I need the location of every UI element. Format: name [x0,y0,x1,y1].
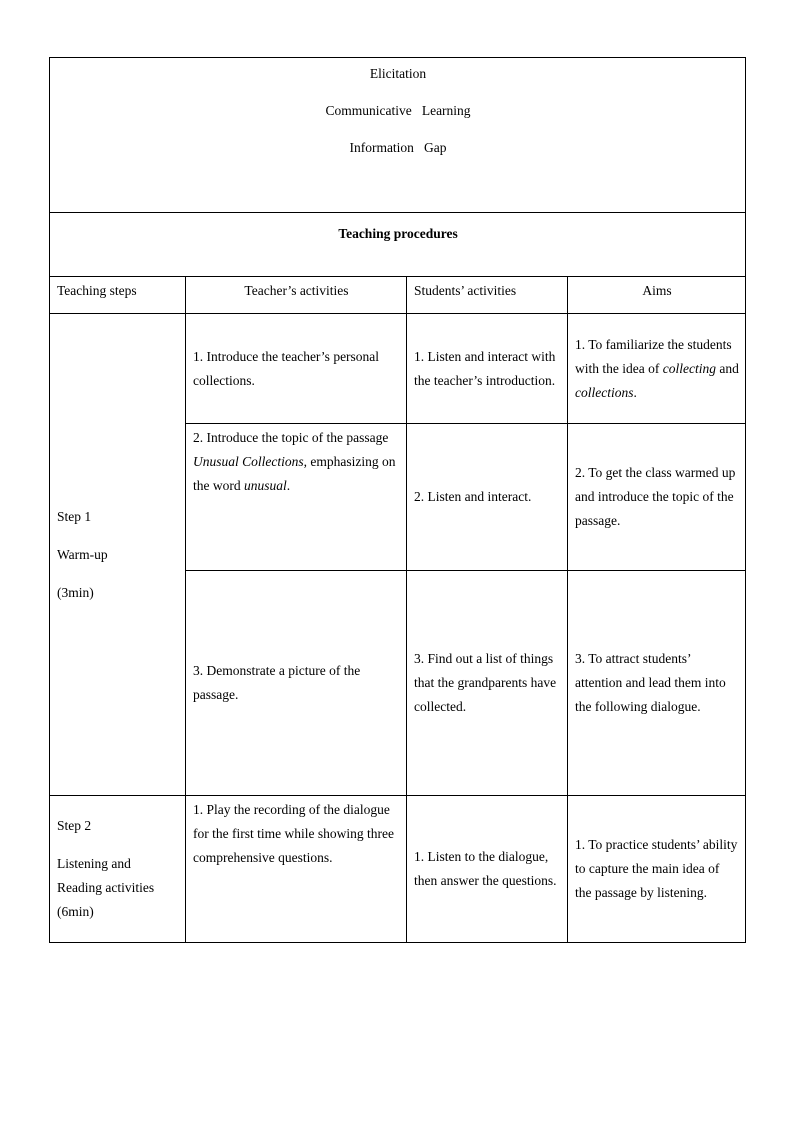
aim-1-end: . [633,384,637,400]
teacher-2-em-unusual: unusual [244,478,287,493]
step-2-cell [50,796,186,943]
aim-1-em-collecting: collecting [662,360,716,376]
teacher-2-text: 2. Introduce the topic of the passage [193,430,389,445]
step-1-name: Step 1 [57,508,92,524]
aim-1-text: 1. To familiarize the students with the idea of [575,336,732,376]
teacher-2-em-unusual-collections: Unusual Collections [193,454,304,469]
step-1-student-activity-1: 1. Listen and interact with the teacher’s introduction. [407,314,568,424]
step-1-student-activity-2: 2. Listen and interact. [407,424,568,571]
lesson-plan-table [49,57,746,943]
step-1-aim-2: 2. To get the class warmed up and introduce the topic of the passage. [568,424,746,571]
teacher-2-mid: , emphasizing on the word [193,454,396,493]
step-1-teacher-activity-2 [186,424,407,571]
step-1-aim-3: 3. To attract students’ attention and lead them into the following dialogue. [568,571,746,796]
step-1-title: Warm-up [57,546,108,562]
step-1-aim-1 [568,314,746,424]
step-1-teacher-activity-1: 1. Introduce the teacher’s personal collections. [186,314,407,424]
aim-1-and: and [715,360,739,376]
step-2-time: (6min) [57,904,94,919]
method-communicative-learning: Communicative Learning [325,103,471,118]
header-teaching-steps: Teaching steps [50,277,186,314]
step-2-student-activity: 1. Listen to the dialogue, then answer the questions. [407,796,568,943]
header-aims: Aims [568,277,746,314]
procedures-title: Teaching procedures [50,213,746,277]
method-information-gap: Information Gap [349,140,447,155]
step-2-aim: 1. To practice students’ ability to capture the main idea of the passage by listening. [568,796,746,943]
step-2-title: Listening and Reading activities [57,856,155,895]
method-elicitation: Elicitation [369,66,427,81]
header-teacher-activities: Teacher’s activities [186,277,407,314]
step-1-student-activity-3: 3. Find out a list of things that the grandparents have collected. [407,571,568,796]
aim-1-em-collections: collections [575,384,634,400]
header-student-activities: Students’ activities [407,277,568,314]
step-2-teacher-activity: 1. Play the recording of the dialogue for the first time while showing three comprehensive questions. [186,796,407,943]
teaching-methods-cell [50,58,746,213]
step-2-name: Step 2 [57,818,92,833]
step-1-time: (3min) [57,584,94,600]
step-1-teacher-activity-3: 3. Demonstrate a picture of the passage. [186,571,407,796]
teacher-2-end: . [286,478,291,493]
step-1-cell [50,314,186,796]
